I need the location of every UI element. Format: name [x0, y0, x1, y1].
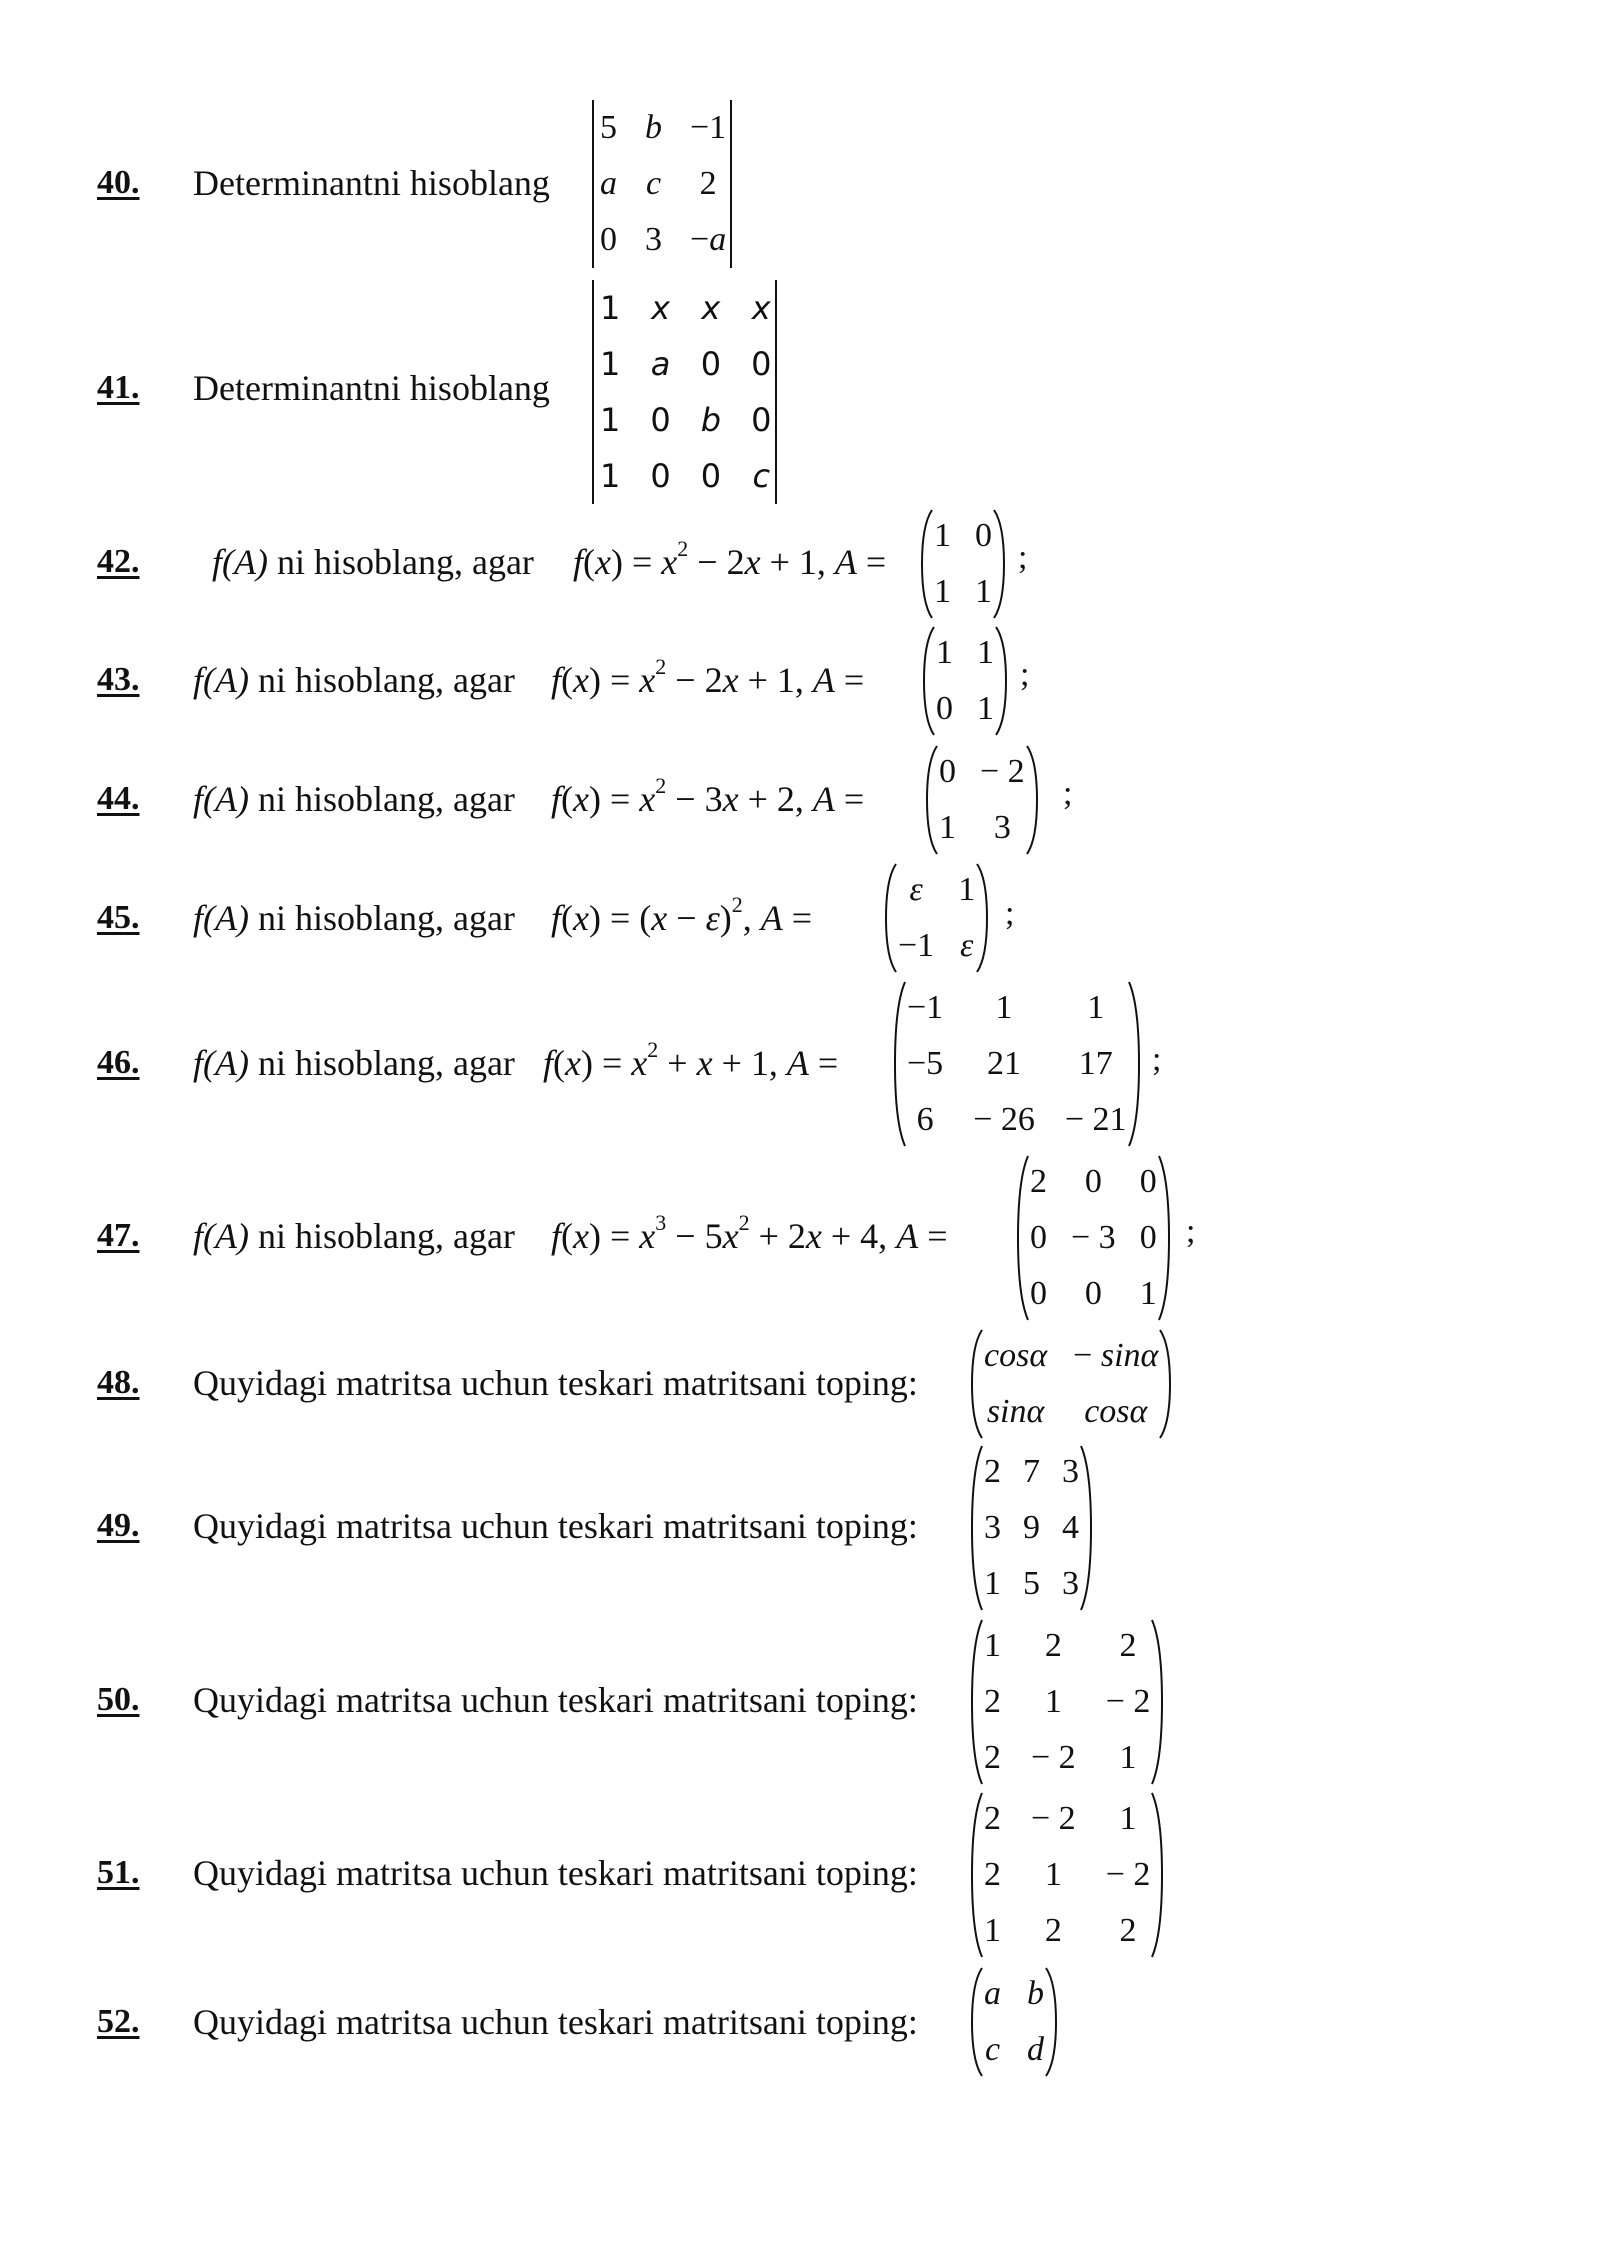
formula: $f(x) = x^2 - 2x + 1$, A =: [573, 536, 887, 582]
problem-41: [0, 280, 1600, 502]
matrix-cell: 2: [984, 1856, 1001, 1893]
matrix-cell: 1: [1119, 1739, 1137, 1776]
problem-text: Quyidagi matritsa uchun teskari matritsani toping:: [193, 1680, 918, 1720]
problem-number: 48.: [97, 1364, 140, 1401]
matrix-cell: −a: [690, 221, 727, 258]
matrix-cell: −5: [907, 1045, 944, 1082]
matrix-cell: 0: [751, 401, 772, 439]
matrix-cell: a: [984, 1975, 1001, 2012]
matrix-cell: 0: [1139, 1163, 1157, 1200]
matrix-cell: 3: [993, 809, 1011, 846]
matrix-cell: 0: [700, 457, 722, 495]
matrix-cell: b: [700, 401, 722, 439]
matrix-cell: a: [650, 345, 671, 383]
matrix-cell: 5: [1023, 1565, 1040, 1602]
problem-number: 51.: [97, 1854, 140, 1891]
left-paren-icon: [922, 625, 936, 737]
matrix-cell: 3: [645, 221, 662, 258]
matrix-cell: 1: [939, 809, 956, 846]
matrix-cell: 0: [600, 221, 617, 258]
problem-number: 52.: [97, 2003, 140, 2040]
fa-term: f(A): [193, 660, 249, 700]
problem-48: [0, 1328, 1600, 1440]
problem-text-rest: ni hisoblang, agar: [257, 660, 515, 700]
semicolon: ;: [1186, 1213, 1196, 1250]
problem-number: 41.: [97, 369, 140, 406]
semicolon: ;: [1063, 775, 1073, 812]
matrix-cell: 3: [984, 1509, 1001, 1546]
fa-term: f(A): [193, 779, 249, 819]
matrix-cell: 1: [934, 517, 951, 554]
matrix-cell: 0: [939, 753, 956, 790]
problem-text-rest: ni hisoblang, agar: [257, 779, 515, 819]
problem-text: [193, 1043, 515, 1083]
problem-number: 49.: [97, 1507, 140, 1544]
problem-51: [0, 1791, 1600, 1959]
left-paren-icon: [970, 1444, 984, 1612]
matrix-cell: 0: [1030, 1219, 1047, 1256]
problem-number: 46.: [97, 1044, 140, 1081]
matrix-cell: −1: [907, 989, 944, 1026]
matrix-cell: − 3: [1071, 1219, 1116, 1256]
left-paren-icon: [1016, 1154, 1030, 1322]
matrix-cell: 1: [984, 1627, 1001, 1664]
problem-49: [0, 1444, 1600, 1612]
matrix-cell: 3: [1062, 1453, 1079, 1490]
matrix-cell: 1: [600, 345, 621, 383]
problem-text: Quyidagi matritsa uchun teskari matritsani toping:: [193, 1506, 918, 1546]
matrix-cell: 0: [1084, 1275, 1102, 1312]
matrix-cell: 2: [984, 1739, 1001, 1776]
semicolon: ;: [1152, 1041, 1162, 1078]
matrix-cell: x: [751, 289, 771, 327]
problem-text: [193, 1216, 515, 1256]
matrix-cell: 1: [1044, 1683, 1062, 1720]
matrix-cell: 0: [936, 690, 953, 727]
matrix-cell: − sinα: [1073, 1337, 1159, 1374]
left-paren-icon: [970, 1618, 984, 1786]
problem-50: [0, 1618, 1600, 1786]
matrix-cell: 1: [977, 690, 994, 727]
matrix: [925, 744, 1039, 856]
determinant: [592, 100, 732, 268]
problem-text-rest: ni hisoblang, agar: [257, 898, 515, 938]
matrix-cell: 1: [934, 573, 951, 610]
problem-number: 44.: [97, 780, 140, 817]
matrix-cell: 0: [1030, 1275, 1047, 1312]
right-paren-icon: [1044, 1966, 1058, 2078]
matrix-cell: 5: [600, 109, 617, 146]
matrix-cell: ε: [909, 871, 923, 908]
matrix-cell: 0: [1084, 1163, 1102, 1200]
matrix: [970, 1444, 1093, 1612]
problem-45: [0, 862, 1600, 974]
determinant: [592, 280, 777, 504]
matrix-cell: 0: [1139, 1219, 1157, 1256]
matrix-cell: b: [1027, 1975, 1044, 2012]
problem-number: 50.: [97, 1681, 140, 1718]
matrix-cell: 21: [987, 1045, 1022, 1082]
left-paren-icon: [920, 508, 934, 620]
problem-40: [0, 100, 1600, 270]
right-paren-icon: [1079, 1444, 1093, 1612]
semicolon: ;: [1020, 656, 1030, 693]
matrix-cell: d: [1027, 2031, 1044, 2068]
matrix-cell: c: [645, 165, 662, 202]
matrix-cell: ε: [959, 927, 974, 964]
matrix-cell: 1: [984, 1565, 1001, 1602]
right-paren-icon: [1150, 1791, 1164, 1959]
formula: $f(x) = x^2 - 3x + 2$, A =: [551, 773, 865, 819]
matrix-cell: x: [651, 289, 670, 327]
matrix: [893, 980, 1141, 1148]
matrix-cell: 2: [1119, 1627, 1137, 1664]
matrix: [920, 508, 1006, 620]
matrix-cell: 1: [600, 401, 621, 439]
problem-text-rest: ni hisoblang, agar: [276, 542, 534, 582]
problem-text: [212, 542, 534, 582]
matrix-cell: cosα: [1084, 1393, 1148, 1430]
left-paren-icon: [893, 980, 907, 1148]
matrix-cell: b: [645, 109, 662, 146]
problem-number: 45.: [97, 899, 140, 936]
problem-number: 40.: [97, 164, 140, 201]
matrix-cell: 9: [1023, 1509, 1040, 1546]
matrix-cell: 0: [975, 517, 992, 554]
matrix-cell: 0: [650, 401, 671, 439]
matrix-cell: 1: [995, 989, 1013, 1026]
matrix-cell: − 2: [980, 753, 1025, 790]
semicolon: ;: [1018, 539, 1028, 576]
right-paren-icon: [1025, 744, 1039, 856]
problem-text-rest: ni hisoblang, agar: [257, 1043, 515, 1083]
matrix-cell: 7: [1023, 1453, 1040, 1490]
problem-text-rest: ni hisoblang, agar: [257, 1216, 515, 1256]
problem-text: [193, 898, 515, 938]
matrix-cell: −1: [898, 927, 935, 964]
matrix-cell: c: [984, 2031, 1001, 2068]
right-paren-icon: [1127, 980, 1141, 1148]
matrix: [884, 862, 989, 974]
problem-text: Determinantni hisoblang: [193, 368, 550, 408]
semicolon: ;: [1005, 895, 1015, 932]
matrix: [970, 1791, 1164, 1959]
matrix-cell: 2: [984, 1683, 1001, 1720]
matrix-cell: c: [752, 457, 771, 495]
matrix-cell: 17: [1078, 1045, 1113, 1082]
matrix-cell: 1: [1119, 1800, 1137, 1837]
matrix-cell: 1: [1044, 1856, 1062, 1893]
problem-number: 43.: [97, 661, 140, 698]
matrix-cell: 2: [984, 1800, 1001, 1837]
matrix-cell: −1: [690, 109, 727, 146]
problem-text: Determinantni hisoblang: [193, 163, 550, 203]
problem-42: [0, 508, 1600, 620]
fa-term: f(A): [212, 542, 268, 582]
problem-number: 42.: [97, 543, 140, 580]
left-paren-icon: [970, 1328, 984, 1440]
matrix-cell: − 2: [1105, 1683, 1151, 1720]
fa-term: f(A): [193, 1043, 249, 1083]
right-paren-icon: [1150, 1618, 1164, 1786]
matrix-cell: 1: [977, 634, 994, 671]
matrix-cell: 2: [699, 165, 717, 202]
formula: $f(x) = x^3 - 5x^2 + 2x + 4$, A =: [551, 1210, 948, 1256]
matrix-cell: sinα: [986, 1393, 1045, 1430]
matrix: [922, 625, 1008, 737]
matrix-cell: 0: [700, 345, 722, 383]
matrix-cell: 3: [1062, 1565, 1079, 1602]
matrix-cell: 2: [1044, 1627, 1062, 1664]
matrix-cell: 2: [1044, 1912, 1062, 1949]
fa-term: f(A): [193, 898, 249, 938]
matrix-cell: a: [600, 165, 617, 202]
matrix-cell: 1: [936, 634, 953, 671]
problem-text: [193, 660, 515, 700]
right-paren-icon: [994, 625, 1008, 737]
matrix: [970, 1328, 1172, 1440]
matrix-cell: 1: [1139, 1275, 1157, 1312]
matrix-cell: 1: [600, 289, 621, 327]
matrix: [970, 1618, 1164, 1786]
right-paren-icon: [1158, 1328, 1172, 1440]
problem-47: [0, 1154, 1600, 1322]
matrix-cell: 6: [916, 1101, 934, 1138]
matrix: [1016, 1154, 1171, 1322]
right-paren-icon: [975, 862, 989, 974]
left-paren-icon: [970, 1966, 984, 2078]
problem-52: [0, 1966, 1600, 2078]
problem-text: Quyidagi matritsa uchun teskari matritsani toping:: [193, 1853, 918, 1893]
matrix: [970, 1966, 1058, 2078]
left-paren-icon: [925, 744, 939, 856]
matrix-cell: 1: [975, 573, 992, 610]
fa-term: f(A): [193, 1216, 249, 1256]
matrix-cell: 2: [984, 1453, 1001, 1490]
problem-text: Quyidagi matritsa uchun teskari matritsani toping:: [193, 1363, 918, 1403]
matrix-cell: 2: [1030, 1163, 1047, 1200]
matrix-cell: 1: [600, 457, 621, 495]
left-paren-icon: [884, 862, 898, 974]
problem-text: Quyidagi matritsa uchun teskari matritsani toping:: [193, 2002, 918, 2042]
matrix-cell: 1: [1087, 989, 1105, 1026]
matrix-cell: − 2: [1105, 1856, 1151, 1893]
left-paren-icon: [970, 1791, 984, 1959]
matrix-cell: − 26: [973, 1101, 1035, 1138]
matrix-cell: x: [701, 289, 721, 327]
problem-44: [0, 744, 1600, 856]
matrix-cell: 4: [1062, 1509, 1079, 1546]
matrix-cell: − 21: [1064, 1101, 1127, 1138]
right-paren-icon: [992, 508, 1006, 620]
problem-text: [193, 779, 515, 819]
problem-46: [0, 980, 1600, 1148]
matrix-cell: 1: [958, 871, 976, 908]
formula: $f(x) = x^2 - 2x + 1$, A =: [551, 654, 865, 700]
matrix-cell: − 2: [1031, 1739, 1076, 1776]
matrix-cell: 0: [650, 457, 671, 495]
matrix-cell: 0: [751, 345, 772, 383]
matrix-cell: 1: [984, 1912, 1001, 1949]
problem-43: [0, 625, 1600, 737]
matrix-cell: cosα: [984, 1337, 1048, 1374]
formula: $f(x) = (x - \varepsilon)^2$, A =: [551, 892, 813, 938]
matrix-cell: 2: [1119, 1912, 1137, 1949]
problem-number: 47.: [97, 1217, 140, 1254]
formula: $f(x) = x^2 + x + 1$, A =: [543, 1037, 839, 1083]
matrix-cell: − 2: [1031, 1800, 1076, 1837]
right-paren-icon: [1157, 1154, 1171, 1322]
